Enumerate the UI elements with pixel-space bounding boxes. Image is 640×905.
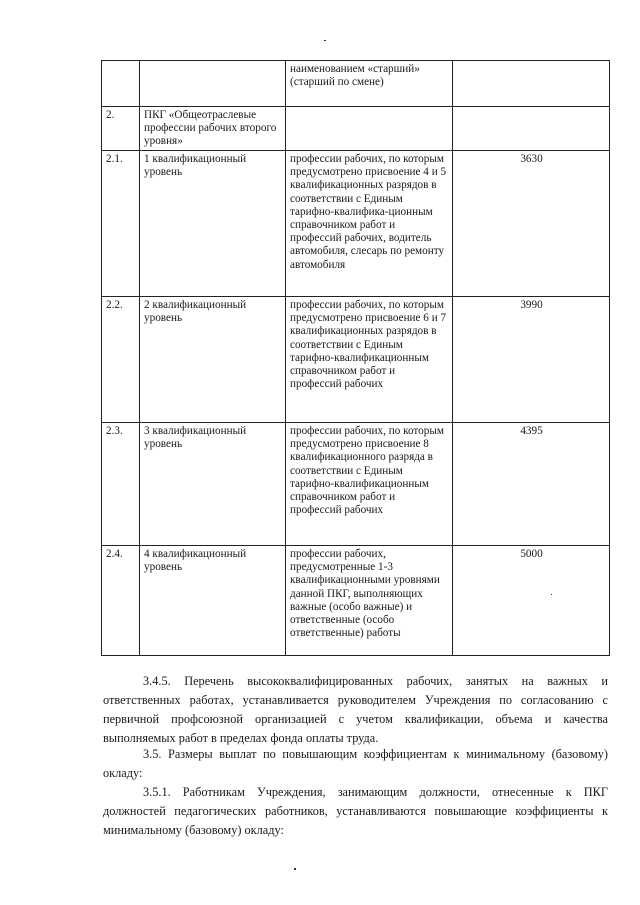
salary-cell: 5000 <box>453 546 610 656</box>
table-row <box>102 107 610 151</box>
paragraph-3-5-1: 3.5.1. Работникам Учреждения, занимающим должности, отнесенные к ПКГ должностей педагогических работников, устанавливаются повышающие коэффициенты к минимальному (базовому) окладу: <box>103 785 608 837</box>
table-row <box>102 546 610 656</box>
row-number: 2.1. <box>102 151 140 297</box>
positions-cell <box>286 107 453 151</box>
qualification-group <box>140 61 286 107</box>
qualification-group: 4 квалификационный уровень <box>140 546 286 656</box>
row-number <box>102 61 140 107</box>
scan-speck <box>551 594 552 595</box>
salary-cell: 3990 <box>453 297 610 423</box>
row-number: 2. <box>102 107 140 151</box>
salary-cell: 3630 <box>453 151 610 297</box>
salary-cell: 4395 <box>453 423 610 546</box>
positions-cell: профессии рабочих, по которым предусмотрено присвоение 4 и 5 квалификационных разрядов в соответствии с Единым тарифно-квалифика-ционным справочником работ и профессий рабочих, водитель автомобиля, слесарь по ремонту автомобиля <box>286 151 453 297</box>
scan-speck <box>294 868 296 870</box>
qualification-group: ПКГ «Общеотраслевые профессии рабочих второго уровня» <box>140 107 286 151</box>
qualification-table <box>101 60 610 656</box>
positions-cell: профессии рабочих, по которым предусмотрено присвоение 8 квалификационного разряда в соответствии с Единым тарифно-квалификационным справочником работ и профессий рабочих <box>286 423 453 546</box>
positions-cell: наименованием «старший» (старший по смене) <box>286 61 453 107</box>
qualification-group: 3 квалификационный уровень <box>140 423 286 546</box>
salary-cell <box>453 61 610 107</box>
row-number: 2.2. <box>102 297 140 423</box>
paragraph-3-5: 3.5. Размеры выплат по повышающим коэффициентам к минимальному (базовому) окладу: <box>103 747 608 780</box>
positions-cell: профессии рабочих, предусмотренные 1-3 квалификационными уровнями данной ПКГ, выполняющих важные (особо важные) и ответственные (особо ответственные) работы <box>286 546 453 656</box>
positions-cell: профессии рабочих, по которым предусмотрено присвоение 6 и 7 квалификационных разрядов в соответствии с Единым тарифно-квалификационным справочником работ и профессий рабочих <box>286 297 453 423</box>
table-row <box>102 61 610 107</box>
table-row <box>102 423 610 546</box>
table-row <box>102 297 610 423</box>
scan-speck <box>324 40 326 41</box>
table-row <box>102 151 610 297</box>
row-number: 2.3. <box>102 423 140 546</box>
salary-cell <box>453 107 610 151</box>
qualification-group: 1 квалификационный уровень <box>140 151 286 297</box>
paragraph-3-4-5: 3.4.5. Перечень высококвалифицированных рабочих, занятых на важных и ответственных работах, устанавливается руководителем Учреждения по согласованию с первичной профсоюзной организацией с учетом квалификации, объема и качества выполняемых работ в пределах фонда оплаты труда. <box>103 674 608 745</box>
row-number: 2.4. <box>102 546 140 656</box>
qualification-group: 2 квалификационный уровень <box>140 297 286 423</box>
